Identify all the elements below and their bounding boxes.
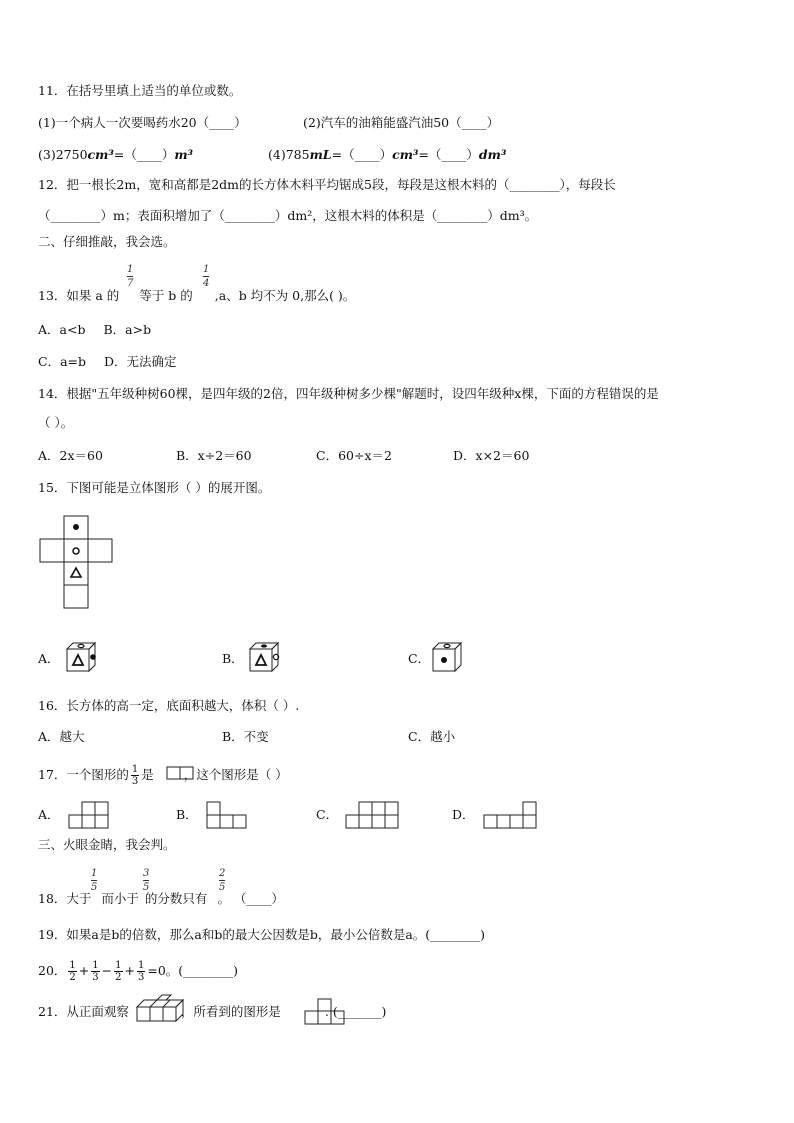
q11-p4-unit1: mL <box>309 147 332 162</box>
q15-option-a-label[interactable]: A． <box>38 651 60 666</box>
q17-option-a-shape[interactable] <box>68 801 114 829</box>
q13-fraction-1: 1 7 <box>127 264 134 289</box>
q16-option-c[interactable]: C．越小 <box>408 729 456 744</box>
q21-text-b: ，所看到的图形是 <box>180 1004 281 1019</box>
q11-p3-value: (3)2750 <box>38 147 88 162</box>
q13-option-b[interactable]: B．a>b <box>103 322 152 337</box>
q17-text-c: ，这个图形是（ ） <box>183 767 288 782</box>
q17-stem <box>38 764 288 787</box>
q20-fraction-4: $\frac{1}{3}$ <box>137 960 145 983</box>
q11-part4 <box>268 146 506 164</box>
q17-option-d-shape[interactable] <box>483 801 541 829</box>
triangle-symbol <box>71 568 81 577</box>
q17-option-d-label[interactable]: D． <box>452 807 475 822</box>
cube-net-figure <box>40 516 115 611</box>
q14-option-a[interactable]: A．2x＝60 <box>38 448 103 463</box>
q16-title: 16．长方体的高一定，底面积越大，体积（ ）. <box>38 698 300 713</box>
q15-title: 15．下图可能是立体图形（ ）的展开图。 <box>38 480 271 495</box>
q21-text-c: . (_______) <box>324 1004 387 1019</box>
q14-line1: 14．根据"五年级种树60棵，是四年级的2倍，四年级种树多少棵"解题时，设四年级种x棵，下面的方程错误的是 <box>38 386 659 401</box>
q19-statement: 19．如果a是b的倍数，那么a和b的最大公因数是b，最小公倍数是a。(________) <box>38 927 486 942</box>
q11-p4-value: (4)785 <box>268 147 310 162</box>
q18-fraction-3: 2 5 <box>219 868 226 893</box>
q11-part3 <box>38 146 193 164</box>
q17-option-b-shape[interactable] <box>206 801 252 829</box>
q17-text-a: 17．一个图形的 <box>38 767 129 782</box>
q14-option-d[interactable]: D．x×2＝60 <box>453 448 530 463</box>
q17-fraction: $\frac{1}{3}$ <box>131 764 139 787</box>
q15-option-c-label[interactable]: C． <box>408 651 431 666</box>
q20-fraction-3: $\frac{1}{2}$ <box>115 960 122 983</box>
q11-p4-unit2: cm³ <box>392 147 419 162</box>
q20-text-b: =0。(________) <box>147 963 239 978</box>
q13-fraction-2: 1 4 <box>203 264 210 289</box>
q17-option-b-label[interactable]: B． <box>176 807 198 822</box>
q21-view-figure <box>304 998 348 1026</box>
q14-line2: （ ）。 <box>38 415 74 430</box>
q13-options-cd <box>38 353 177 371</box>
section-3-heading: 三、火眼金睛，我会判。 <box>38 837 176 852</box>
ring-symbol <box>73 548 79 554</box>
section-2-heading: 二、仔细推敲，我会选。 <box>38 234 176 249</box>
q11-p4-unit3: dm³ <box>478 147 507 162</box>
q11-part1: (1)一个病人一次要喝药水20（____） <box>38 115 247 130</box>
q17-option-c-label[interactable]: C． <box>316 807 339 822</box>
q13-stem <box>38 287 355 305</box>
q17-option-a-label[interactable]: A． <box>38 807 60 822</box>
q17-text-b: 是 <box>141 767 154 782</box>
dot-symbol <box>73 524 79 530</box>
q12-line2: （________）m；表面积增加了（________）dm²，这根木料的体积是（________）dm³。 <box>38 208 538 223</box>
q13-option-c[interactable]: C．a=b <box>38 354 86 369</box>
q20-op-1: + <box>78 963 90 978</box>
q16-option-b[interactable]: B．不变 <box>222 729 269 744</box>
q18-stem <box>38 890 284 908</box>
q20-fraction-1: $\frac{1}{2}$ <box>69 960 76 983</box>
q13-text-a: 13．如果 a 的 <box>38 288 120 303</box>
q17-option-c-shape[interactable] <box>345 801 403 829</box>
q18-text-d: 。 （____） <box>217 891 284 906</box>
q18-fraction-1: 1 5 <box>91 868 98 893</box>
q15-option-b-label[interactable]: B． <box>222 651 244 666</box>
q16-option-a[interactable]: A．越大 <box>38 729 85 744</box>
q11-p3-unit1: cm³ <box>87 147 114 162</box>
q21-text-a: 21．从正面观察 <box>38 1004 129 1019</box>
q11-p4-blank2: =（____） <box>418 147 479 162</box>
q18-text-c: 的分数只有 <box>144 891 208 906</box>
q13-options-ab <box>38 321 151 339</box>
q18-text-a: 18．大于 <box>38 891 92 906</box>
q11-p4-blank1: =（____） <box>331 147 393 162</box>
q20-op-3: + <box>124 963 135 978</box>
q11-p3-blank: =（____） <box>113 147 175 162</box>
q21-solid-figure <box>136 998 188 1024</box>
q18-text-b: 而小于 <box>101 891 139 906</box>
q11-title: 11．在括号里填上适当的单位或数。 <box>38 83 242 98</box>
q12-line1: 12．把一根长2m，宽和高都是2dm的长方体木料平均锯成5段，每段是这根木料的（________），每段长 <box>38 177 616 192</box>
q15-option-b-cube[interactable] <box>249 642 285 672</box>
q11-part2: (2)汽车的油箱能盛汽油50（____） <box>303 115 500 130</box>
q20-statement <box>38 960 238 983</box>
q15-option-c-cube[interactable] <box>432 642 468 672</box>
q14-option-c[interactable]: C．60÷x＝2 <box>316 448 392 463</box>
q13-option-d[interactable]: D．无法确定 <box>104 354 177 369</box>
q13-text-c: ,a、b 均不为 0,那么( )。 <box>214 288 356 303</box>
q20-fraction-2: $\frac{1}{3}$ <box>92 960 99 983</box>
q11-p3-unit2: m³ <box>174 147 194 162</box>
q14-option-b[interactable]: B．x÷2＝60 <box>176 448 252 463</box>
q17-part-shape <box>166 766 196 780</box>
q15-option-a-cube[interactable] <box>66 642 102 672</box>
q18-fraction-2: 3 5 <box>143 868 150 893</box>
q13-text-b: 等于 b 的 <box>139 288 193 303</box>
q20-op-2: − <box>101 963 113 978</box>
q13-option-a[interactable]: A．a<b <box>38 322 86 337</box>
q20-text-a: 20． <box>38 963 67 978</box>
